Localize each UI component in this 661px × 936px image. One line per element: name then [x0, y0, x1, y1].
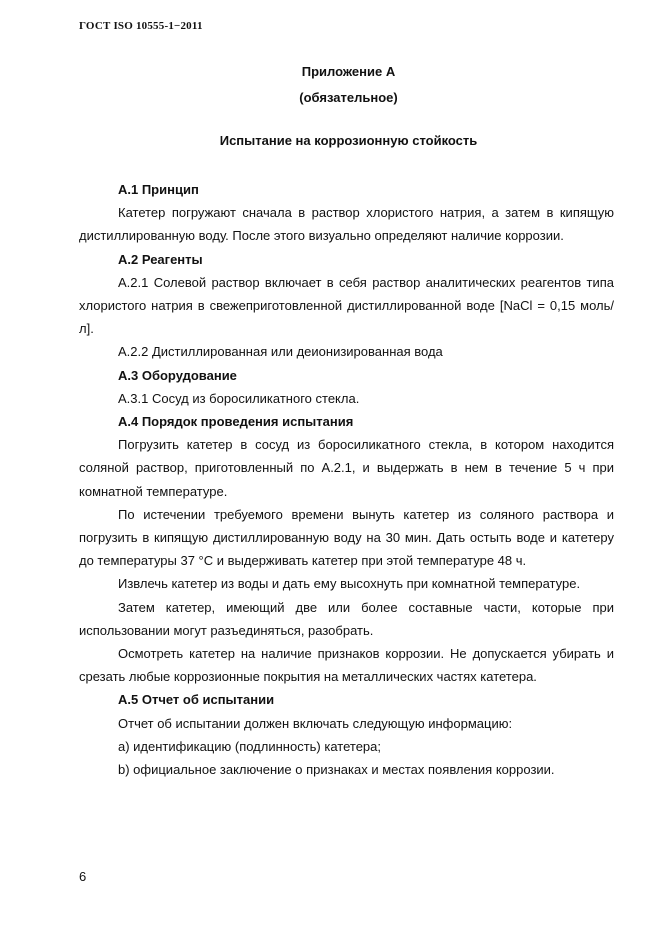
section-a3-heading: А.3 Оборудование — [118, 367, 237, 383]
section-a5-heading: А.5 Отчет об испытании — [118, 692, 275, 708]
section-a4-p2: По истечении требуемого времени вынуть катетер из соляного раствора и погрузить в кипящую дистиллированную воду на 30 мин. Дать остыть воде и катетеру до температуры 37 °С и выдерживать катетер при этой температуре 48 ч. — [79, 506, 614, 569]
section-a4-heading: А.4 Порядок проведения испытания — [118, 414, 354, 430]
section-a5-intro: Отчет об испытании должен включать следующую информацию: — [118, 715, 513, 731]
section-a4-p1: Погрузить катетер в сосуд из боросиликатного стекла, в котором находится соляной раствор, приготовленный по А.2.1, и выдержать в нем в течение 5 ч при комнатной температуре. — [79, 437, 614, 499]
section-a4-p5: Осмотреть катетер на наличие признаков коррозии. Не допускается убирать и срезать любые коррозионные покрытия на металлических частях катетера. — [79, 646, 614, 685]
annex-status: (обязательное) — [299, 90, 398, 105]
section-a4-p4: Затем катетер, имеющий две или более составные части, которые при использовании могут разъединяться, разобрать. — [79, 599, 614, 638]
page-number: 6 — [79, 869, 87, 884]
section-a3-p1: А.3.1 Сосуд из боросиликатного стекла. — [118, 390, 360, 406]
section-a1-text: Катетер погружают сначала в раствор хлористого натрия, а затем в кипящую дистиллированную воду. После этого визуально определяют наличие коррозии. — [79, 205, 614, 244]
page-header: ГОСТ ISO 10555-1−2011 — [79, 20, 203, 32]
annex-body — [79, 178, 614, 781]
section-a4-p3: Извлечь катетер из воды и дать ему высохнуть при комнатной температуре. — [118, 576, 581, 592]
section-a2-heading: А.2 Реагенты — [118, 251, 203, 267]
section-a2-p2: А.2.2 Дистиллированная или деионизированная вода — [118, 344, 443, 360]
test-title: Испытание на коррозионную стойкость — [219, 133, 478, 148]
section-a5-item-a: a) идентификацию (подлинность) катетера; — [118, 738, 382, 754]
section-a1-heading: А.1 Принцип — [118, 182, 199, 197]
section-a5-item-b: b) официальное заключение о признаках и местах появления коррозии. — [118, 762, 555, 778]
annex-title: Приложение А — [301, 64, 396, 79]
section-a2-p1: А.2.1 Солевой раствор включает в себя раствор аналитических реагентов типа хлористого натрия в свежеприготовленной дистиллированной воде [NaCl = 0,15 моль/л]. — [79, 274, 614, 337]
